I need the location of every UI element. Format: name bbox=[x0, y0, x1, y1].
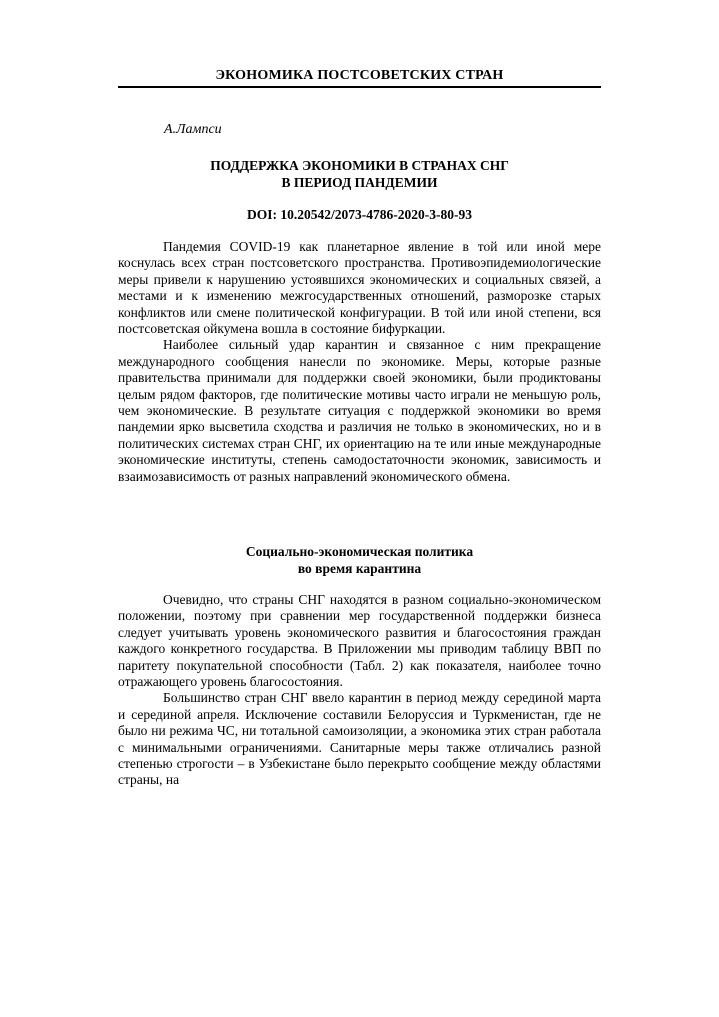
paragraph: Пандемия COVID-19 как планетарное явление в той или иной мере коснулась всех стран постсоветского пространства. Противоэпидемиологические меры привели к нарушению устоявшихся экономических и социальных связей, а местами и к изменению межгосударственных отношений, разморозке старых конфликтов или смене политической конфигурации. В той или иной степени, вся постсоветская ойкумена вошла в состояние бифуркации. bbox=[118, 239, 601, 337]
article-title-line-1: ПОДДЕРЖКА ЭКОНОМИКИ В СТРАНАХ СНГ bbox=[210, 158, 509, 173]
section-heading-line-2: во время карантина bbox=[297, 561, 422, 576]
article-title-line-2: В ПЕРИОД ПАНДЕМИИ bbox=[281, 175, 438, 190]
article-title bbox=[118, 157, 601, 191]
section-heading-line-1: Социально-экономическая политика bbox=[245, 544, 474, 559]
paragraph: Очевидно, что страны СНГ находятся в разном социально-экономическом положении, поэтому при сравнении мер государственной поддержки бизнеса следует учитывать уровень экономического развития и благосостояния граждан каждого конкретного государства. В Приложении мы приводим таблицу ВВП по паритету покупательной способности (Табл. 2) как показателя, наиболее точно отражающего уровень благосостояния. bbox=[118, 592, 601, 690]
section-heading bbox=[118, 543, 601, 577]
intro-text bbox=[118, 239, 601, 485]
paragraph: Большинство стран СНГ ввело карантин в период между серединой марта и серединой апреля. Исключение составили Белоруссия и Туркменистан, где не было ни режима ЧС, ни тотальной самоизоляции, а экономика этих стран работала с минимальными ограничениями. Санитарные меры также отличались разной степенью строгости – в Узбекистане было перекрыто сообщение между областями страны, на bbox=[118, 690, 601, 788]
header-rule bbox=[118, 86, 601, 88]
author-name: А.Лампси bbox=[164, 122, 222, 137]
paragraph: Наиболее сильный удар карантин и связанное с ним прекращение международного сообщения нанесли по экономике. Меры, которые разные правительства принимали для поддержки своей экономики, были продиктованы целым рядом факторов, где политические мотивы часто играли не меньшую роль, чем экономические. В результате ситуация с поддержкой экономики во время пандемии ярко высветила сходства и различия не только в экономических, но и в политических системах стран СНГ, их ориентацию на те или иные международные экономические институты, степень самодостаточности экономик, зависимость и взаимозависимость от разных направлений экономического обмена. bbox=[118, 337, 601, 484]
running-head: ЭКОНОМИКА ПОСТСОВЕТСКИХ СТРАН bbox=[215, 68, 504, 83]
doi: DOI: 10.20542/2073-4786-2020-3-80-93 bbox=[247, 207, 472, 222]
section-text bbox=[118, 592, 601, 789]
